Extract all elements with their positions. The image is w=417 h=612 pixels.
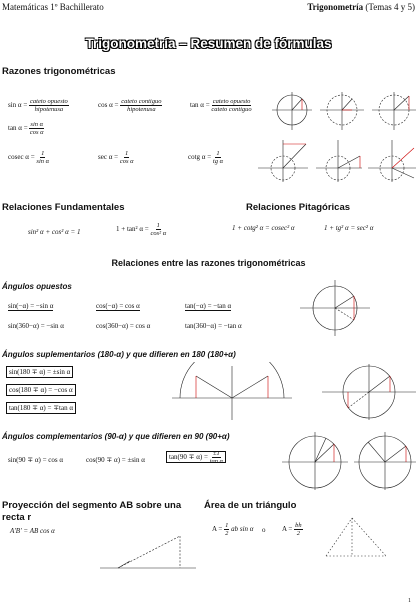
header-right-rest: (Temas 4 y 5)	[365, 2, 415, 12]
unit-circle-diagrams-top	[272, 88, 417, 136]
cotg-lhs: cotg α =	[188, 153, 212, 162]
opuestos-r1-sin: sin(−α) = −sin α	[8, 302, 54, 310]
cos-den: hipotenusa	[127, 106, 156, 113]
opuestos-r2-tan: tan(360−α) = −tan α	[185, 322, 242, 330]
suplementarios-eq2	[6, 386, 76, 394]
area1-lhs: A =	[212, 525, 223, 534]
opuestos-diagram	[300, 280, 370, 336]
proyeccion-eq: A′B′ = AB cos α	[10, 527, 55, 535]
section-razones-heading: Razones trigonométricas	[2, 66, 116, 77]
formula-sec	[98, 150, 134, 165]
tan2-lhs: tan α =	[8, 124, 28, 133]
fund2-lhs: 1 + tan² α =	[116, 225, 149, 234]
unit-circle-diagrams-bottom	[258, 138, 417, 182]
formula-tan-sincos	[8, 121, 44, 136]
tan-lhs: tan α =	[190, 101, 210, 110]
complementarios-eq3-box	[166, 451, 226, 463]
fund2-den: cos² α	[150, 230, 167, 237]
area-eq1	[212, 522, 253, 537]
opuestos-r2-sin: sin(360−α) = −sin α	[8, 322, 64, 330]
formula-fund-2	[116, 222, 166, 237]
formula-cotg	[188, 150, 223, 165]
opuestos-r1-tan: tan(−α) = −tan α	[185, 302, 232, 310]
opuestos-row1	[8, 302, 53, 310]
area2-num: bh	[295, 522, 302, 529]
complementarios-eq1: sin(90 ∓ α) = cos α	[8, 456, 64, 464]
suplementarios-eq1-text: sin(180 ∓ α) = ±sin α	[6, 366, 73, 378]
comp3-lhs: tan(90 ∓ α) =	[169, 453, 208, 462]
fund2-num: 1	[156, 222, 160, 229]
cosec-num: 1	[41, 150, 45, 157]
complementarios-eq3	[166, 450, 226, 465]
sec-num: 1	[125, 150, 129, 157]
header-right-bold: Trigonometría	[307, 2, 364, 12]
opuestos-row1-cos	[96, 302, 140, 310]
formula-pit-1: 1 + cotg² α = cosec² α	[232, 224, 295, 232]
proyeccion-heading: Proyección del segmento AB sobre una recta r	[2, 500, 182, 523]
sin-den: hipotenusa	[34, 106, 64, 113]
cos-num: cateto contiguo	[121, 98, 162, 105]
formula-tan	[190, 98, 252, 113]
tan-num: cateto opuesto	[212, 98, 251, 105]
suplementarios-eq2-text: cos(180 ∓ α) = −cos α	[6, 384, 76, 396]
area-heading: Área de un triángulo	[204, 500, 297, 511]
section-fundamentales-heading: Relaciones Fundamentales	[2, 202, 125, 213]
sec-den: cos α	[119, 158, 134, 165]
complementarios-eq2: cos(90 ∓ α) = ±sin α	[86, 456, 145, 464]
section-relaciones-heading: Relaciones entre las razones trigonométricas	[111, 258, 306, 268]
formula-fund-1: sin² α + cos² α = 1	[28, 228, 81, 236]
page-title: Trigonometría – Resumen de fórmulas	[85, 36, 332, 51]
cotg-den: tg α	[212, 158, 224, 165]
suplementarios-eq3-text: tan(180 ∓ α) = ∓tan α	[6, 402, 76, 414]
section-pitagoricas-heading: Relaciones Pitagóricas	[246, 202, 351, 213]
cos-lhs: cos α =	[98, 101, 119, 110]
area-eq2	[282, 522, 303, 537]
complementarios-heading: Ángulos complementarios (90-α) y que difieren en 90 (90+α)	[2, 432, 230, 441]
cosec-den: sin α	[36, 158, 50, 165]
complementarios-diagrams	[282, 430, 417, 492]
header-right	[307, 2, 415, 12]
area2-den: 2	[296, 530, 300, 537]
opuestos-heading: Ángulos opuestos	[2, 282, 72, 291]
area1-den: 2	[225, 530, 229, 537]
sec-lhs: sec α =	[98, 153, 119, 162]
area-triangle-diagram	[322, 512, 392, 562]
formula-sin	[8, 98, 69, 113]
page-number: 1	[408, 598, 411, 604]
comp3-den: tan α	[209, 458, 224, 465]
formula-cos	[98, 98, 162, 113]
suplementarios-eq1	[6, 368, 73, 376]
area1-rest: ab sin α	[231, 525, 254, 534]
sin-lhs: sin α =	[8, 101, 28, 110]
opuestos-r1-cos: cos(−α) = cos α	[96, 302, 140, 310]
cotg-num: 1	[216, 150, 220, 157]
area2-lhs: A =	[282, 525, 293, 534]
tan2-den: cos α	[29, 129, 44, 136]
tan-den: cateto contiguo	[211, 106, 252, 113]
suplementarios-diagrams	[172, 362, 417, 422]
cosec-lhs: cosec α =	[8, 153, 35, 162]
formula-cosec	[8, 150, 49, 165]
area1-num: 1	[225, 522, 229, 529]
formula-pit-2: 1 + tg² α = sec² α	[324, 224, 374, 232]
comp3-num: ±1	[212, 450, 220, 457]
suplementarios-eq3	[6, 404, 76, 412]
opuestos-row1-tan	[185, 302, 231, 310]
suplementarios-heading: Ángulos suplementarios (180-α) y que difieren en 180 (180+α)	[2, 350, 236, 359]
opuestos-r2-cos: cos(360−α) = cos α	[96, 322, 151, 330]
sin-num: cateto opuesto	[30, 98, 68, 105]
proyeccion-diagram	[100, 528, 196, 578]
tan2-num: sin α	[30, 121, 44, 128]
area-or: o	[262, 526, 266, 534]
header-left: Matemáticas 1º Bachillerato	[2, 2, 104, 12]
